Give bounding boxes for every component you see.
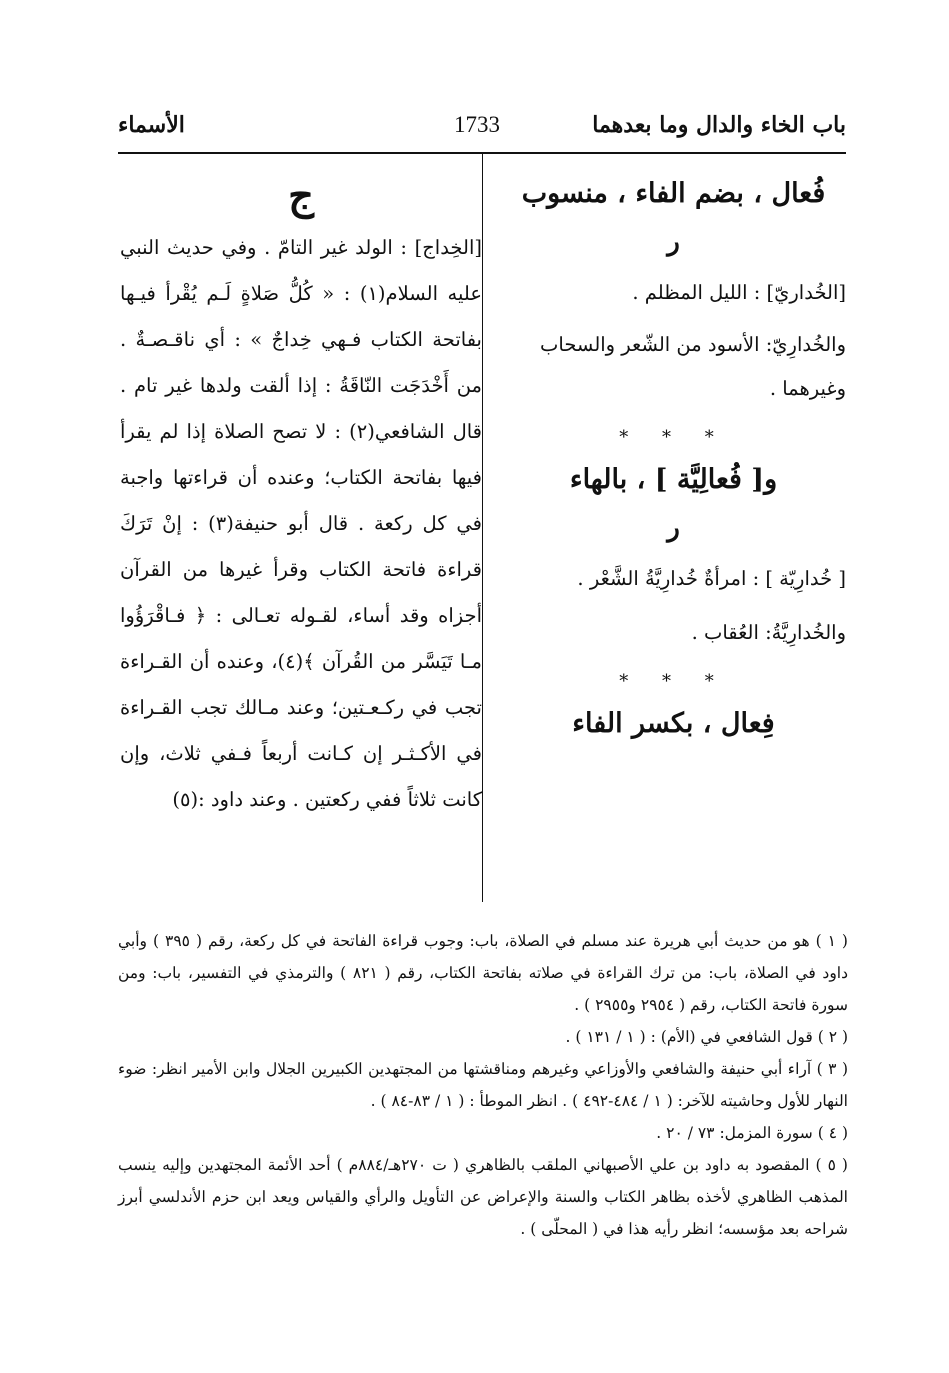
root-letter: ج bbox=[288, 172, 314, 219]
pattern-heading: و[ فُعالِيَّة ] ، بالهاء bbox=[569, 464, 778, 495]
right-column bbox=[501, 172, 846, 757]
root-letter: ر bbox=[667, 513, 680, 543]
footnote: ( ٥ ) المقصود به داود بن علي الأصبهاني الملقب بالظاهري ( ت ٢٧٠هـ/٨٨٤م ) أحد الأئمة المجتهدين وإليه ينسب المذهب الظاهري لأخذه بظاهر الكتاب والسنة والإعراض عن التأويل والرأي والقياس ويعد ابن حزم الأندلسي أبرز شراحه بعد مؤسسه؛ انظر رأيه هذا في ( المحلّى ) . bbox=[118, 1156, 848, 1238]
left-column bbox=[120, 172, 482, 823]
section-separator: * * * bbox=[619, 671, 728, 692]
pattern-heading: فِعال ، بكسر الفاء bbox=[572, 708, 775, 739]
pattern-heading: فُعال ، بضم الفاء ، منسوب bbox=[521, 178, 826, 209]
section-title: الأسماء bbox=[118, 112, 185, 138]
footnote: ( ٢ ) قول الشافعي في (الأم) : ( ١ / ١٣١ ) . bbox=[565, 1028, 848, 1046]
section-separator: * * * bbox=[619, 427, 728, 448]
dictionary-entry: [الخِداج] : الولد غير التامّ . وفي حديث النبي عليه السلام(١) : « كُلُّ صَلاةٍ لَـم يُقْرأ فيـها بفاتحة الكتاب فـهي خِداجٌ » : أي ناقـصـةٌ . من أَخْدَجَت النّاقَةُ : إذا ألقت ولدها غير تام . قال الشافعي(٢) : لا تصح الصلاة إذا لم يقرأ فيها بفاتحة الكتاب؛ وعنده أن قراءتها واجبة في كل ركعة . قال أبو حنيفة(٣) : إنْ تَرَكَ قراءة فاتحة الكتاب وقرأ غيرها من القرآن أجزاه وقد أساء، لقـوله تعـالى : ﴿ فـاقْرَؤُوا مـا تَيَسَّر من القُرآن ﴾(٤)، وعنده أن القـراءة تجب في ركـعـتين؛ وعند مـالك تجب القـراءة في الأكـثـر إن كـانت أربعاً فـفي ثلاث، وإن كانت ثلاثاً ففي ركعتين . وعند داود :(٥) bbox=[120, 236, 483, 811]
page-number: 1733 bbox=[454, 112, 500, 137]
column-divider bbox=[482, 152, 483, 902]
footnote: ( ١ ) هو من حديث أبي هريرة عند مسلم في الصلاة، باب: وجوب قراءة الفاتحة في كل ركعة، رقم ( ٣٩٥ ) وأبي داود في الصلاة، باب: من ترك القراءة في صلاته بفاتحة الكتاب، رقم ( ٨٢١ ) والترمذي في التفسير، باب: ومن سورة فاتحة الكتاب، رقم ( ٢٩٥٤ و٢٩٥٥ ) . bbox=[118, 932, 849, 1014]
dictionary-entry: والخُدارِيّ: الأسود من الشّعر والسحاب وغيرهما . bbox=[540, 333, 846, 400]
root-letter: ر bbox=[667, 227, 680, 257]
chapter-title: باب الخاء والدال وما بعدهما bbox=[592, 112, 846, 138]
dictionary-entry: والخُدارِيَّةُ: العُقاب . bbox=[691, 621, 846, 644]
dictionary-entry: [الخُداريّ] : الليل المظلم . bbox=[632, 281, 846, 304]
page-header bbox=[118, 112, 846, 152]
footnotes bbox=[118, 925, 848, 1245]
footnote: ( ٣ ) آراء أبي حنيفة والشافعي والأوزاعي وغيرهم ومناقشتها من المجتهدين الكبيرين الجلال وابن الأمير انظر: ضوء النهار للأول وحاشيته للآخر: ( ١ / ٤٨٤-٤٩٢ ) . انظر الموطأ : ( ١ / ٨٣-٨٤ ) . bbox=[118, 1060, 848, 1110]
footnote: ( ٤ ) سورة المزمل: ٧٣ / ٢٠ . bbox=[656, 1124, 848, 1142]
dictionary-entry: [ خُدارِيّة ] : امرأةٌ خُدارِيَّةُ الشَّعْر . bbox=[577, 567, 846, 590]
